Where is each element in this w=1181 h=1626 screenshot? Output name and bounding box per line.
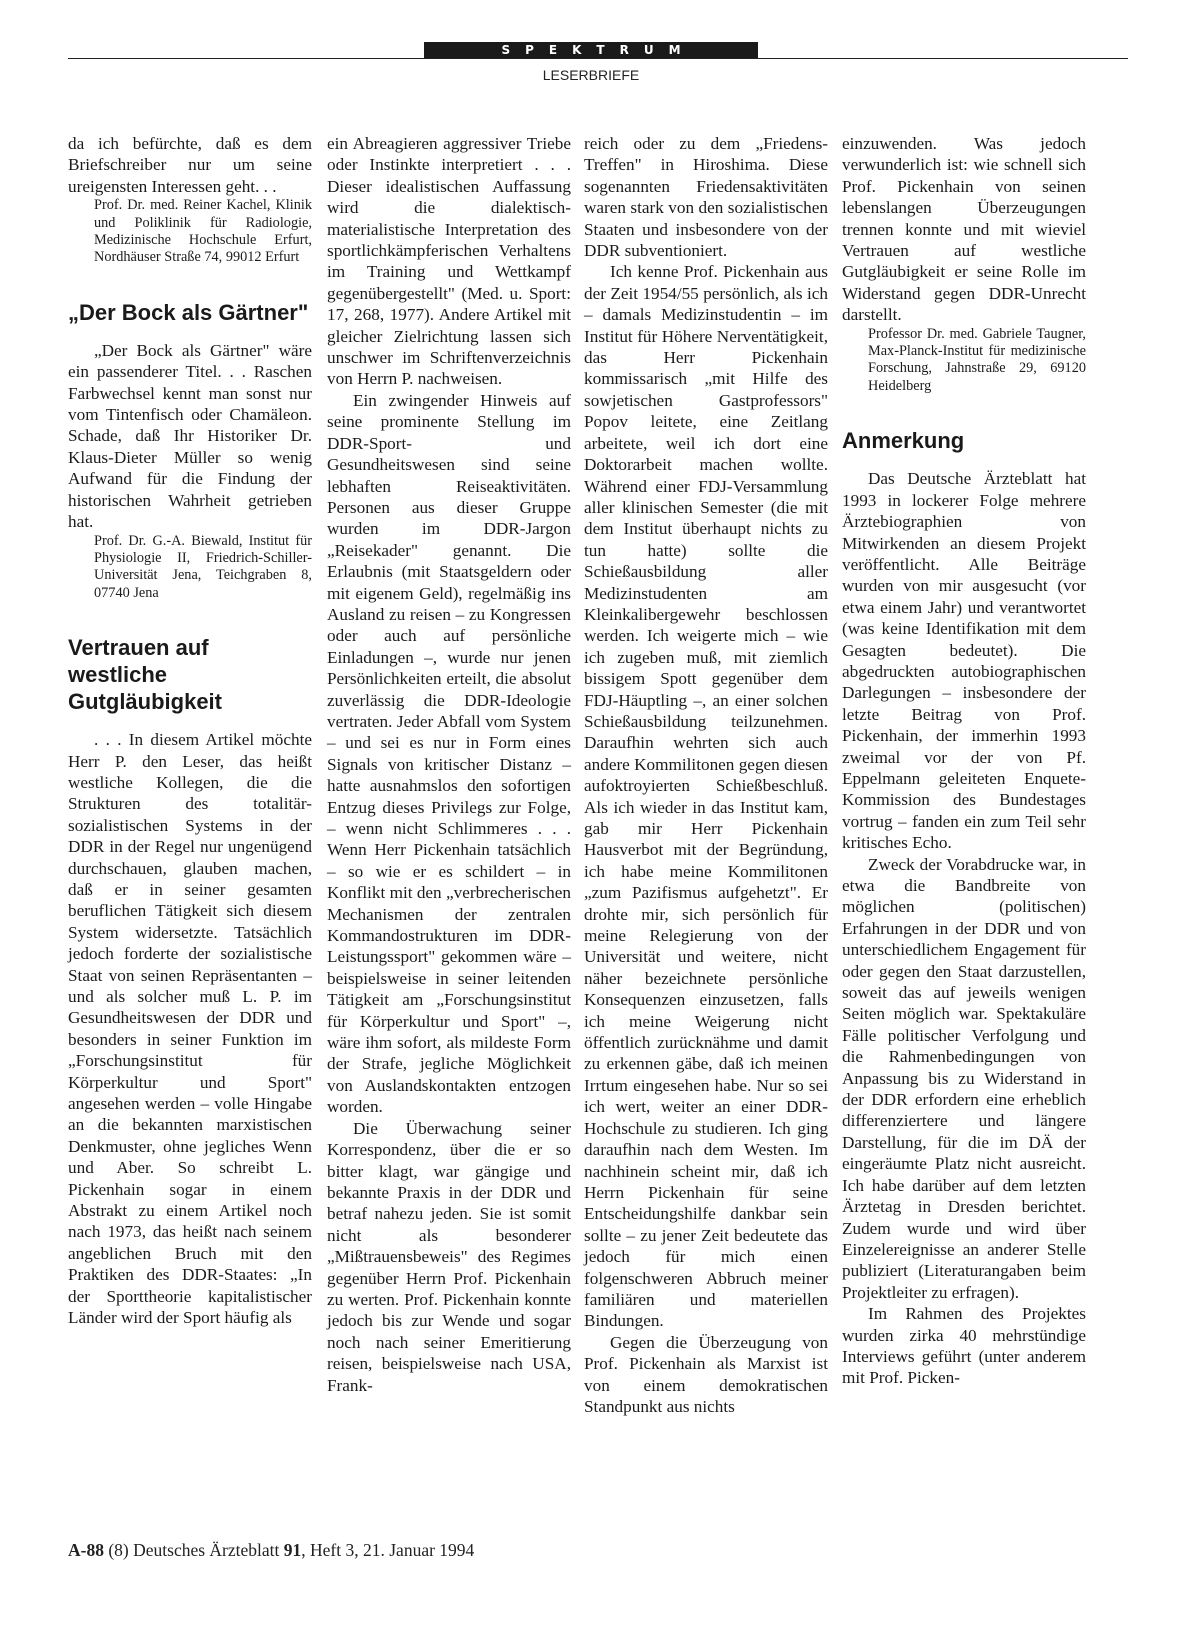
column-4 (842, 133, 1086, 1389)
column-2 (327, 133, 571, 1396)
column-1 (68, 133, 312, 1329)
section-header: SPEKTRUM (424, 42, 758, 59)
letter-signature: Prof. Dr. G.-A. Biewald, Institut für Physiologie II, Friedrich-Schiller-Universität Jena, Teichgraben 8, 07740 Jena (94, 532, 312, 601)
paragraph: Im Rahmen des Projektes wurden zirka 40 mehrstündige Interviews geführt (unter anderem mit Prof. Picken- (842, 1304, 1086, 1388)
letter-heading: „Der Bock als Gärtner" (68, 299, 309, 325)
page-footer (68, 1540, 474, 1561)
paragraph: . . . In diesem Artikel möchte Herr P. den Leser, das heißt westliche Kollegen, die die Strukturen des totalitär-sozialistischen Systems in der DDR in der Regel nur ungenügend durchschauen, glauben machen, daß er in seiner gesamten beruflichen Tätigkeit sich diesem System widersetzte. Tatsächlich jedoch forderte der sozialistische Staat von seinen Repräsentanten – und als solcher muß L. P. im Gesundheitswesen der DDR und besonders in seiner Funktion im „Forschungsinstitut für Körperkultur und Sport" angesehen werden – volle Hingabe an die bekannten marxistischen Denkmuster, ohne jegliches Wenn und Aber. So schreibt L. Pickenhain sogar in einem Abstrakt zu einem Artikel noch nach 1973, das heißt nach seinem angeblichen Bruch mit den Praktiken des DDR-Staates: „In der Sporttheorie kapitalistischer Länder wird der Sport häufig als (68, 730, 312, 1328)
paragraph: „Der Bock als Gärtner" wäre ein passenderer Titel. . . Raschen Farbwechsel kennt man sonst nur vom Tintenfisch oder Chamäleon. Schade, daß Ihr Historiker Dr. Klaus-Dieter Müller so wenig Aufwand für die Findung der historischen Wahrheit getrieben hat. (68, 340, 312, 532)
paragraph: Zweck der Vorabdrucke war, in etwa die Bandbreite von möglichen (politischen) Erfahrungen in der DDR und von unterschiedlichem Engagement für oder gegen den Staat darzustellen, soweit das auf jeweils wenigen Seiten möglich war. Spektakuläre Fälle politischer Verfolgung und die Rahmenbedingungen von Anpassung bis zu Widerstand in der DDR erfordern eine erheblich differenziertere und längere Darstellung, für die im DÄ der eingeräumte Platz nicht ausreicht. Ich habe darüber auf dem letzten Ärztetag in Dresden berichtet. Zudem wurde und wird über Einzelereignisse an anderer Stelle publiziert (Literaturangaben beim Projektleiter zu erfragen). (842, 854, 1086, 1302)
paragraph: Ein zwingender Hinweis auf seine prominente Stellung im DDR-Sport- und Gesundheitswesen sind seine lebhaften Reiseaktivitäten. Personen aus dieser Gruppe wurden im DDR-Jargon „Reisekader" genannt. Die Erlaubnis (mit Staatsgeldern oder mit eigenem Geld), regelmäßig ins Ausland zu reisen – zu Kongressen oder auch auf persönliche Einladungen –, wurde nur jenen Persönlichkeiten erteilt, die absolut zuverlässig die DDR-Ideologie vertraten. Jeder Abfall vom System – und sei es nur in Form eines Signals von kritischer Distanz – hatte ausnahmslos den sofortigen Entzug dieses Privilegs zur Folge, – wenn nicht Schlimmeres . . . Wenn Herr Pickenhain tatsächlich – so wie er es schildert – in Konflikt mit den „verbrecherischen Mechanismen der zentralen Kommandostrukturen im DDR-Leistungssport" gekommen wäre – beispielsweise in seiner leitenden Tätigkeit am „Forschungsinstitut für Körperkultur und Sport" –, wäre ihm sofort, als mildeste Form der Strafe, jegliche Möglichkeit von Auslandskontakten entzogen worden. (327, 390, 571, 1117)
paragraph: da ich befürchte, daß es dem Briefschreiber nur um seine ureigensten Interessen geht. . . (68, 134, 312, 196)
column-3 (584, 133, 828, 1417)
paragraph: reich oder zu dem „Friedens-Treffen" in Hiroshima. Diese sogenannten Friedensaktivitäten waren stark von den sozialistischen Staaten und insbesondere von der DDR subventioniert. (584, 134, 828, 261)
paragraph: Gegen die Überzeugung von Prof. Pickenhain als Marxist ist von einem demokratischen Standpunkt aus nichts (584, 1332, 828, 1416)
header-rule (68, 58, 1128, 59)
journal-name: (8) Deutsches Ärzteblatt (108, 1540, 280, 1560)
paragraph: ein Abreagieren aggressiver Triebe oder Instinkte interpretiert . . . Dieser idealistischen Auffassung wird die dialektisch-materialistische Interpretation des sportlichkämpferischen Verhaltens im Training und Wettkampf gegenübergestellt" (Med. u. Sport: 17, 268, 1977). Andere Artikel mit gleicher Zielrichtung lassen sich unschwer im Schriftenverzeichnis von Herrn P. nachweisen. (327, 134, 571, 389)
paragraph: einzuwenden. Was jedoch verwunderlich ist: wie schnell sich Prof. Pickenhain von seinen lebenslangen Überzeugungen trennen konnte und mit wieviel Vertrauen auf westliche Gutgläubigkeit er seine Rolle im Widerstand gegen DDR-Unrecht darstellt. (842, 134, 1086, 325)
section-heading: Anmerkung (842, 428, 965, 454)
paragraph: Die Überwachung seiner Korrespondenz, über die er so bitter klagt, war gängige und bekannte Praxis in der DDR und betraf nahezu jeden. Sie ist somit nicht als besonderer „Mißtrauensbeweis" des Regimes gegenüber Herrn Prof. Pickenhain zu werten. Prof. Pickenhain konnte jedoch bis zur Wende und sogar noch nach seiner Emeritierung reisen, beispielsweise nach USA, Frank- (327, 1118, 571, 1395)
page-number: A-88 (68, 1540, 104, 1560)
letter-signature: Prof. Dr. med. Reiner Kachel, Klinik und Poliklinik für Radiologie, Medizinische Hochschule Erfurt, Nordhäuser Straße 74, 99012 Erfurt (94, 197, 312, 266)
letter-signature: Professor Dr. med. Gabriele Taugner, Max-Planck-Institut für medizinische Forschung, Jahnstraße 29, 69120 Heidelberg (868, 325, 1086, 394)
issue-date: , Heft 3, 21. Januar 1994 (301, 1540, 475, 1560)
section-subheader: LESERBRIEFE (542, 67, 640, 83)
letter-heading: Vertrauen auf westliche Gutgläubigkeit (68, 635, 222, 715)
journal-volume: 91 (283, 1540, 302, 1560)
paragraph: Das Deutsche Ärzteblatt hat 1993 in lockerer Folge mehrere Ärztebiographien von Mitwirkenden an diesem Projekt veröffentlicht. Alle Beiträge wurden von mir ausgesucht (vor etwa einem Jahr) und verantwortet (was keine Identifikation mit dem Gesagten bedeutet). Die abgedruckten autobiographischen Darlegungen – insbesondere der letzte Beitrag von Prof. Pickenhain, der immerhin 1993 zweimal vor der von Pf. Eppelmann geleiteten Enquete-Kommission des Bundestages vortrug – fanden ein zum Teil sehr kritisches Echo. (842, 469, 1086, 853)
paragraph: Ich kenne Prof. Pickenhain aus der Zeit 1954/55 persönlich, als ich – damals Medizinstudentin – im Institut für Höhere Nerventätigkeit, das Herr Pickenhain kommissarisch „mit Hilfe des sowjetischen Gastprofessors" Popov leitete, eine Zeitlang arbeitete, weil ich dort eine Doktorarbeit machen wollte. Während einer FDJ-Versammlung aller klinischen Semester (die mit dem Institut überhaupt nichts zu tun hatte) sollte die Schießausbildung aller Medizinstudenten am Kleinkalibergewehr beschlossen werden. Ich weigerte mich – wie ich zugeben muß, mit ziemlich bissigem Spott gegenüber dem FDJ-Häuptling –, an einer solchen Schießausbildung teilzunehmen. Daraufhin wehrten sich auch andere Kommilitonen gegen diesen aufoktroyierten Schießbeschluß. Als ich wieder in das Institut kam, gab mir Herr Pickenhain Hausverbot mit der Begründung, ich habe meine Kommilitonen „zum Pazifismus aufgehetzt". Er drohte mir, sich persönlich für meine Relegierung von der Universität und weitere, nicht näher bezeichnete persönliche Konsequenzen einzusetzen, falls ich meine Weigerung nicht öffentlich zurücknähme und damit zu erkennen gäbe, daß ich meinen Irrtum eingesehen habe. Nur so sei ich wert, weiter an einer DDR-Hochschule zu studieren. Ich ging daraufhin nach dem Westen. Im nachhinein scheint mir, daß ich Herrn Pickenhain für seine Entscheidungshilfe dankbar sein sollte – zu jener Zeit bedeutete das jedoch für mich einen folgenschweren Abbruch meiner familiären und materiellen Bindungen. (584, 262, 828, 1331)
